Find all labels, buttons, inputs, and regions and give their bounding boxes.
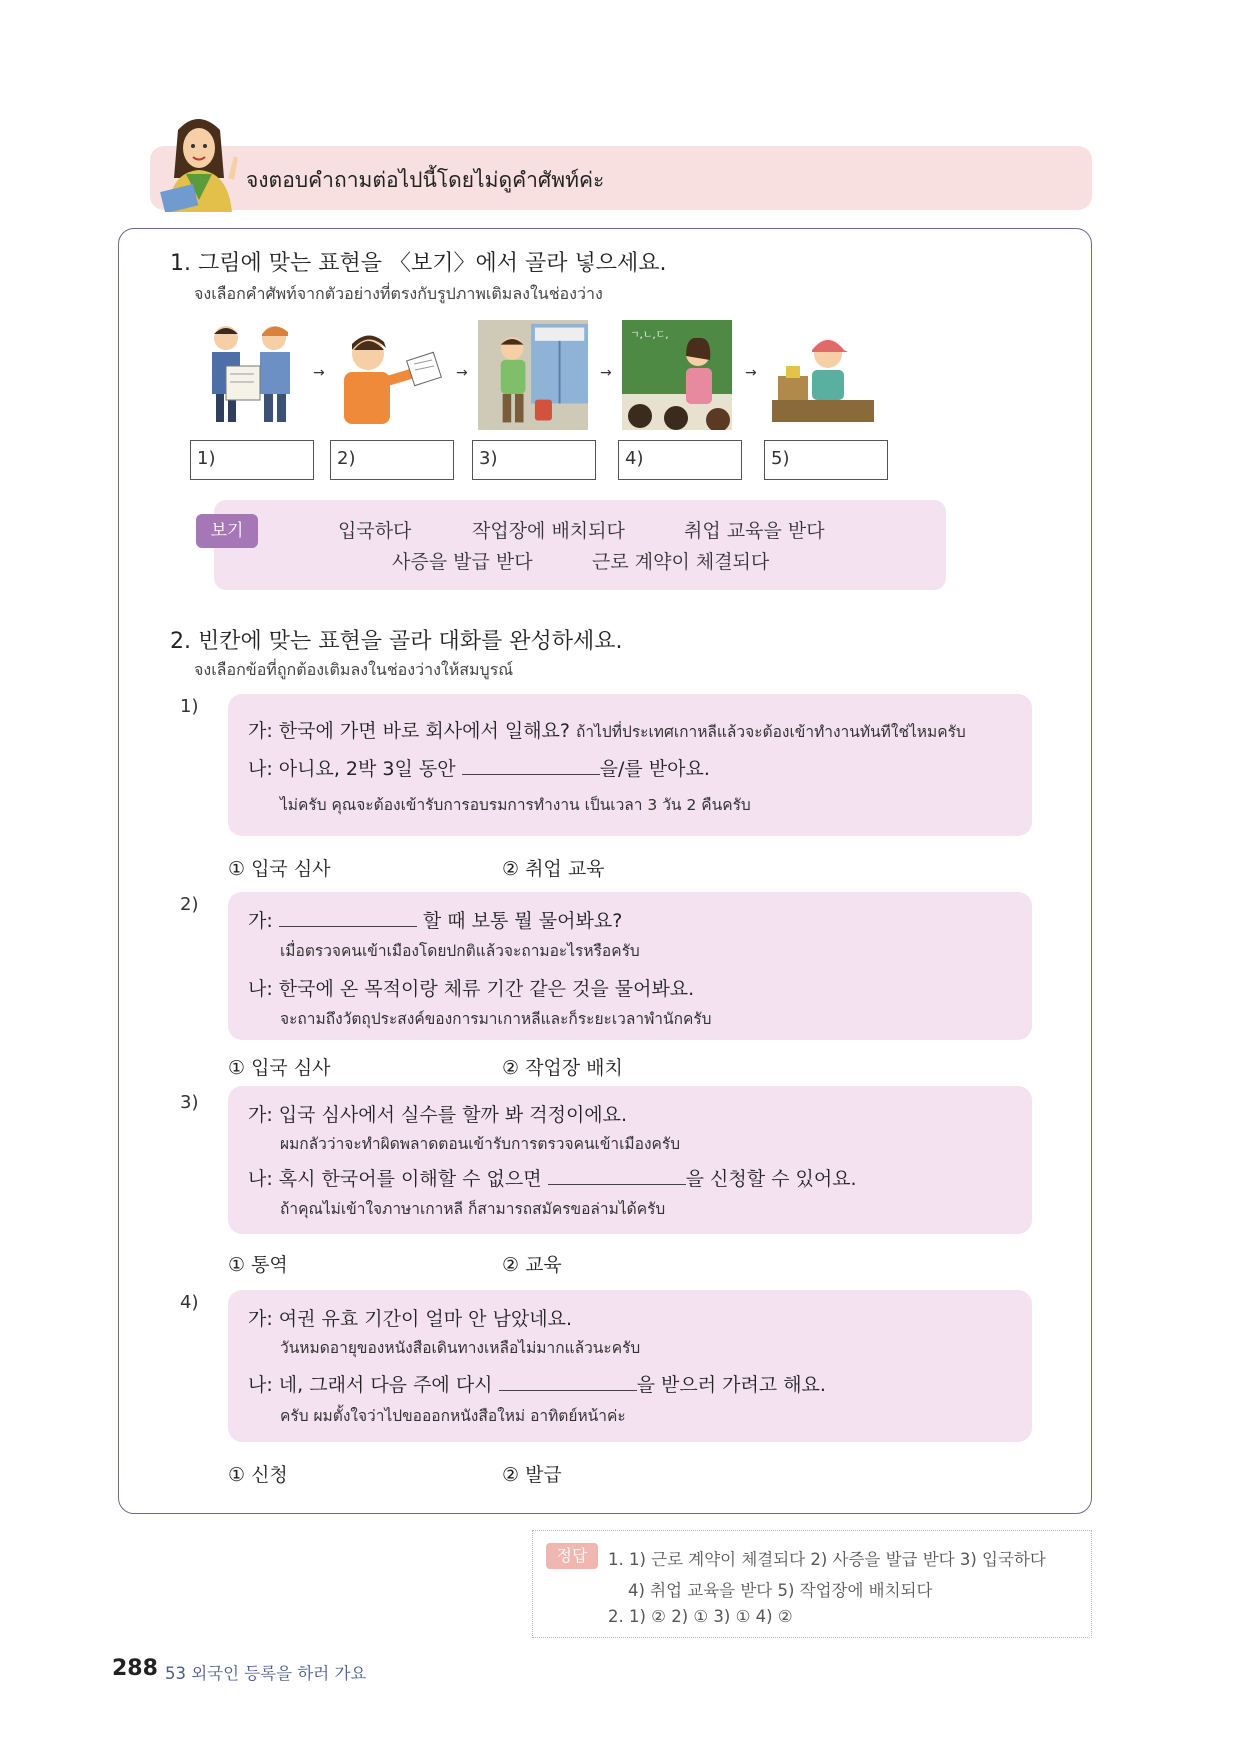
dialog-line: 나: 네, 그래서 다음 주에 다시 을 받으러 가려고 해요.: [248, 1374, 826, 1396]
dialog-translation: ถ้าคุณไม่เข้าใจภาษาเกาหลี ก็สามารถสมัครขอล่ามได้ครับ: [280, 1200, 666, 1218]
answer-box-3[interactable]: 3): [472, 440, 596, 480]
page-number: 288: [112, 1656, 158, 1681]
blank-field[interactable]: [499, 1372, 637, 1391]
instruction-text: จงตอบคำถามต่อไปนี้โดยไม่ดูคำศัพท์ค่ะ: [246, 168, 605, 192]
option-1[interactable]: ① 입국 심사: [228, 858, 331, 880]
option-1[interactable]: ① 신청: [228, 1464, 288, 1486]
answer-key-line: 1. 1) 근로 계약이 체결되다 2) 사증을 발급 받다 3) 입국하다: [608, 1550, 1046, 1569]
blank-field[interactable]: [548, 1166, 686, 1185]
dialog-translation: ผมกลัวว่าจะทำผิดพลาดตอนเข้ารับการตรวจคนเข้าเมืองครับ: [280, 1135, 681, 1153]
visa-receiving-illustration: [334, 320, 444, 430]
answer-key-line: 4) 취업 교육을 받다 5) 작업장에 배치되다: [628, 1581, 933, 1600]
workplace-assignment-illustration: [768, 320, 878, 430]
dialog-line: 가: 한국에 가면 바로 회사에서 일해요? ถ้าไปที่ประเทศเกาหลีแล้วจะต้องเข้าทำงานทันทีใช่ไหมครับ: [248, 720, 966, 742]
dialog-line: 나: 아니요, 2박 3일 동안 을/를 받아요.: [248, 758, 710, 780]
bogi-word: 작업장에 배치되다: [472, 520, 625, 542]
option-1[interactable]: ① 통역: [228, 1254, 288, 1276]
arrow-icon: →: [456, 365, 468, 381]
option-1[interactable]: ① 입국 심사: [228, 1057, 331, 1079]
chapter-title: 53 외국인 등록을 하러 가요: [165, 1664, 367, 1683]
dialog-translation: เมื่อตรวจคนเข้าเมืองโดยปกติแล้วจะถามอะไรหรือครับ: [280, 942, 640, 960]
option-2[interactable]: ② 교육: [502, 1254, 562, 1276]
option-2[interactable]: ② 작업장 배치: [502, 1057, 623, 1079]
option-2[interactable]: ② 취업 교육: [502, 858, 605, 880]
dialog-line: 나: 한국에 온 목적이랑 체류 기간 같은 것을 물어봐요.: [248, 978, 695, 1000]
item-number: 3): [180, 1092, 199, 1113]
dialog-line: 가: 여권 유효 기간이 얼마 안 남았네요.: [248, 1308, 572, 1330]
answer-key-label: 정답: [546, 1543, 598, 1569]
bogi-label: 보기: [196, 514, 258, 548]
q2-title: 2. 빈칸에 맞는 표현을 골라 대화를 완성하세요.: [170, 629, 623, 654]
answer-box-2[interactable]: 2): [330, 440, 454, 480]
item-number: 1): [180, 696, 199, 717]
item-number: 4): [180, 1292, 199, 1313]
teacher-illustration: [148, 108, 248, 212]
answer-box-1[interactable]: 1): [190, 440, 314, 480]
bogi-word: 취업 교육을 받다: [684, 520, 825, 542]
entering-country-illustration: [478, 320, 588, 430]
option-2[interactable]: ② 발급: [502, 1464, 562, 1486]
arrow-icon: →: [600, 365, 612, 381]
dialog-translation: ครับ ผมตั้งใจว่าไปขอออกหนังสือใหม่ อาทิตย์หน้าค่ะ: [280, 1407, 626, 1425]
dialog-translation: วันหมดอายุของหนังสือเดินทางเหลือไม่มากแล้วนะครับ: [280, 1339, 641, 1357]
dialog-line: 가: 입국 심사에서 실수를 할까 봐 걱정이에요.: [248, 1104, 628, 1126]
arrow-icon: →: [745, 365, 757, 381]
answer-key-line: 2. 1) ② 2) ① 3) ① 4) ②: [608, 1607, 793, 1626]
bogi-word: 근로 계약이 체결되다: [592, 551, 770, 573]
dialog-line: 가: 할 때 보통 뭘 물어봐요?: [248, 910, 623, 932]
q1-title: 1. 그림에 맞는 표현을 〈보기〉에서 골라 넣으세요.: [170, 251, 667, 276]
bogi-box: [214, 500, 946, 590]
contract-signing-illustration: [196, 320, 306, 430]
answer-box-5[interactable]: 5): [764, 440, 888, 480]
bogi-word: 입국하다: [338, 520, 412, 542]
bogi-word: 사증을 발급 받다: [392, 551, 533, 573]
blank-field[interactable]: [462, 756, 600, 775]
blank-field[interactable]: [279, 908, 417, 927]
arrow-icon: →: [313, 365, 325, 381]
answer-box-4[interactable]: 4): [618, 440, 742, 480]
dialog-line: 나: 혹시 한국어를 이해할 수 없으면 을 신청할 수 있어요.: [248, 1168, 857, 1190]
q1-subtitle: จงเลือกคำศัพท์จากตัวอย่างที่ตรงกับรูปภาพเติมลงในช่องว่าง: [194, 284, 603, 303]
dialog-translation: จะถามถึงวัตถุประสงค์ของการมาเกาหลีและก็ระยะเวลาพำนักครับ: [280, 1010, 712, 1028]
item-number: 2): [180, 894, 199, 915]
q2-subtitle: จงเลือกข้อที่ถูกต้องเติมลงในช่องว่างให้สมบูรณ์: [194, 660, 514, 679]
job-training-illustration: [622, 320, 732, 430]
dialog-translation: ไม่ครับ คุณจะต้องเข้ารับการอบรมการทำงาน เป็นเวลา 3 วัน 2 คืนครับ: [280, 796, 751, 814]
svg-text:ㄱ,ㄴ,ㄷ,: ㄱ,ㄴ,ㄷ,: [630, 330, 669, 341]
